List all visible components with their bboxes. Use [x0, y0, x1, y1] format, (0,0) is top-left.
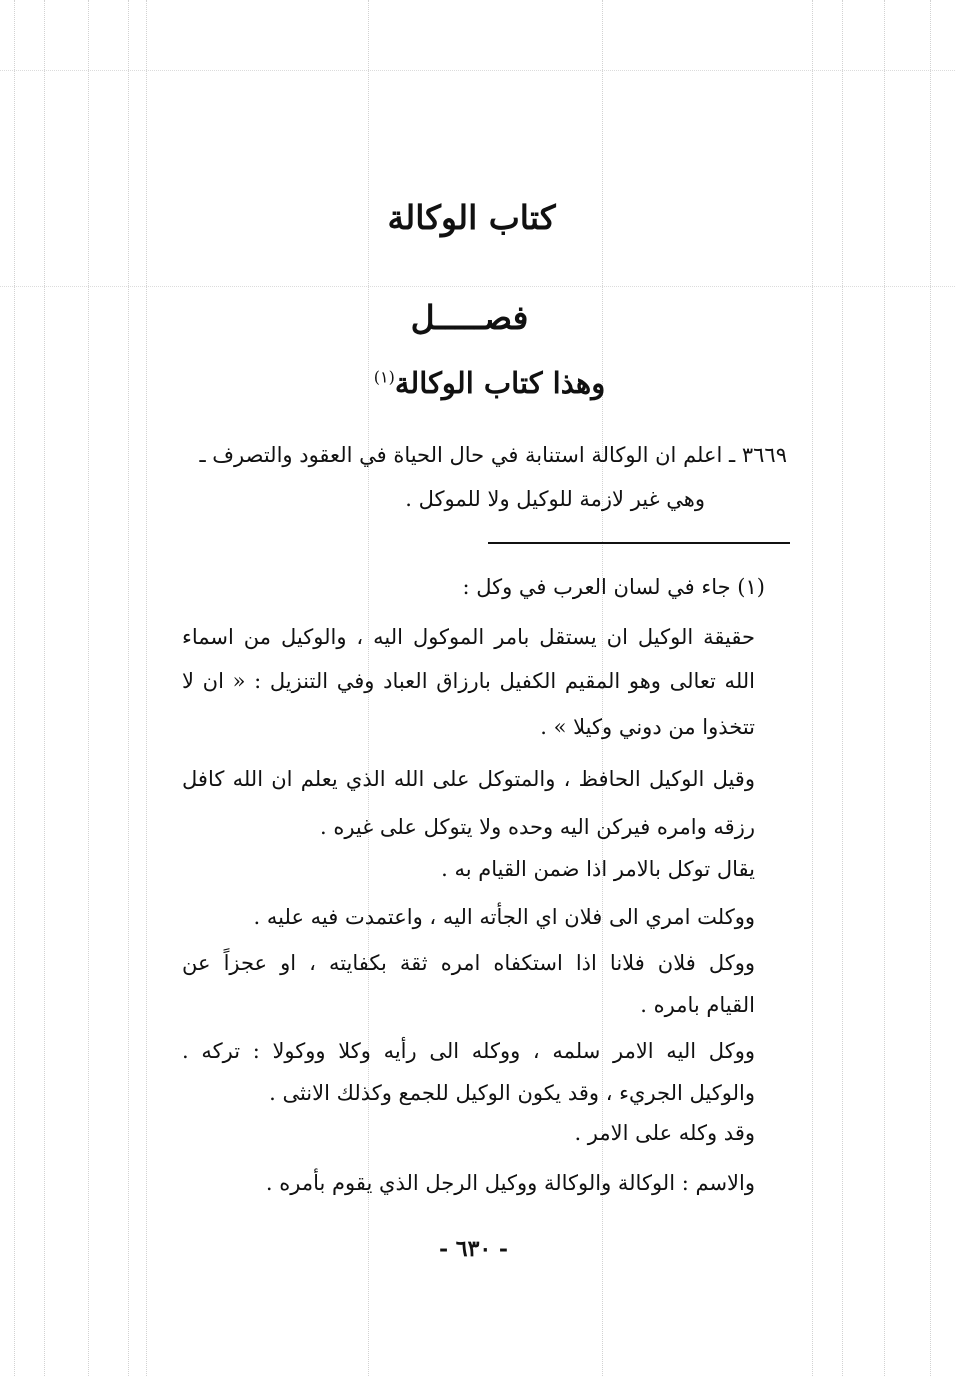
page-number: - ٦٣٠ -: [438, 1236, 509, 1262]
footnote-line: يقال توكل بالامر اذا ضمن القيام به .: [441, 857, 755, 881]
book-title: كتاب الوكالة: [387, 198, 556, 237]
footnote-line: وقيل الوكيل الحافظ ، والمتوكل على الله الذي يعلم ان الله كافل: [182, 767, 755, 791]
footnote-line: (١) جاء في لسان العرب في وكل :: [462, 575, 765, 599]
section-subtitle-text: وهذا كتاب الوكالة: [394, 366, 606, 400]
footnote-line: وقد وكله على الامر .: [574, 1121, 755, 1145]
footnote-line: الله تعالى وهو المقيم الكفيل بارزاق العباد وفي التنزيل : « ان لا: [182, 669, 755, 693]
footnote-line: رزقه وامره فيركن اليه وحده ولا يتوكل على غيره .: [319, 815, 755, 839]
paragraph-line: ٣٦٦٩ ـ اعلم ان الوكالة استنابة في حال الحياة في العقود والتصرف ـ: [199, 443, 787, 467]
scan-guide-line: [0, 70, 955, 71]
section-subtitle: [12, 366, 955, 400]
section-title: فصـــــل: [410, 298, 529, 337]
footnote-line: تتخذوا من دوني وكيلا » .: [540, 715, 755, 739]
footnote-line: حقيقة الوكيل ان يستقل بامر الموكول اليه ، والوكيل من اسماء: [182, 625, 755, 649]
footnote-line: ووكل فلان فلانا اذا استكفاه امره ثقة بكفايته ، او عجزاً عن: [182, 951, 755, 975]
footnote-line: والوكيل الجريء ، وقد يكون الوكيل للجمع وكذلك الانثى .: [269, 1081, 755, 1105]
paragraph-line: وهي غير لازمة للوكيل ولا للموكل .: [405, 487, 705, 511]
scan-guide-line: [0, 286, 955, 287]
footnote-line: القيام بامره .: [640, 993, 755, 1017]
footnote-line: ووكل اليه الامر سلمه ، ووكله الى رأيه وكلا ووكولا : تركه .: [182, 1039, 755, 1063]
footnote-line: والاسم : الوكالة والوكالة ووكيل الرجل الذي يقوم بأمره .: [265, 1171, 755, 1195]
footnote-divider: [488, 542, 790, 544]
footnote-line: ووكلت امري الى فلان اي الجأته اليه ، واعتمدت فيه عليه .: [253, 905, 755, 929]
footnote-marker: (١): [373, 367, 395, 387]
